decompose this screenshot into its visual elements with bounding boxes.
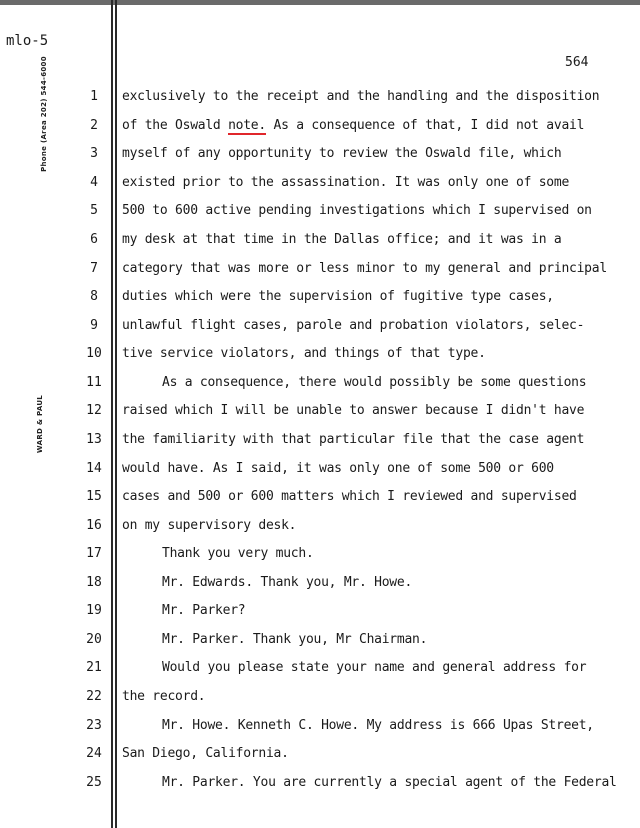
line-number: 9 — [90, 318, 98, 333]
transcript-line: Mr. Parker? — [162, 603, 246, 618]
line-number: 15 — [86, 489, 102, 504]
underlined-word: note. — [228, 118, 266, 133]
line-number: 22 — [86, 689, 102, 704]
line-number: 19 — [86, 603, 102, 618]
line-number: 5 — [90, 203, 98, 218]
line-number: 6 — [90, 232, 98, 247]
line-number: 25 — [86, 775, 102, 790]
transcript-line: Mr. Parker. You are currently a special agent of the Federal — [162, 775, 617, 790]
margin-rule-right — [115, 0, 117, 828]
transcript-line: 500 to 600 active pending investigations which I supervised on — [122, 203, 592, 218]
transcript-line: my desk at that time in the Dallas office; and it was in a — [122, 232, 562, 247]
transcript-line — [122, 118, 584, 133]
line-text-post: As a consequence of that, I did not avail — [265, 118, 585, 133]
line-number: 8 — [90, 289, 98, 304]
transcript-line: unlawful flight cases, parole and probation violators, selec- — [122, 318, 585, 333]
line-number: 3 — [90, 146, 98, 161]
line-number: 17 — [86, 546, 102, 561]
transcript-line: myself of any opportunity to review the Oswald file, which — [122, 146, 562, 161]
line-number: 23 — [86, 718, 102, 733]
line-number: 14 — [86, 461, 102, 476]
line-number: 11 — [86, 375, 102, 390]
transcript-line: the record. — [122, 689, 206, 704]
transcript-line: the familiarity with that particular file that the case agent — [122, 432, 585, 447]
transcript-line: Mr. Howe. Kenneth C. Howe. My address is 666 Upas Street, — [162, 718, 594, 733]
transcript-line: San Diego, California. — [122, 746, 289, 761]
transcript-line: Thank you very much. — [162, 546, 314, 561]
transcript-line: Would you please state your name and general address for — [162, 660, 587, 675]
transcript-line: cases and 500 or 600 matters which I reviewed and supervised — [122, 489, 577, 504]
transcript-line: exclusively to the receipt and the handling and the disposition — [122, 89, 600, 104]
transcript-line: existed prior to the assassination. It was only one of some — [122, 175, 570, 190]
line-number: 16 — [86, 518, 102, 533]
transcript-line: As a consequence, there would possibly be some questions — [162, 375, 587, 390]
top-edge-bar — [0, 0, 640, 5]
line-number: 10 — [86, 346, 102, 361]
line-number: 24 — [86, 746, 102, 761]
page-id: mlo-5 — [6, 33, 49, 49]
margin-rule-left — [111, 0, 113, 828]
line-number: 7 — [90, 261, 98, 276]
line-number: 21 — [86, 660, 102, 675]
line-number: 4 — [90, 175, 98, 190]
transcript-line: category that was more or less minor to my general and principal — [122, 261, 607, 276]
transcript-line: Mr. Parker. Thank you, Mr Chairman. — [162, 632, 428, 647]
line-text-pre: of the Oswald — [122, 118, 229, 133]
line-number: 20 — [86, 632, 102, 647]
transcript-line: Mr. Edwards. Thank you, Mr. Howe. — [162, 575, 413, 590]
page-number: 564 — [565, 55, 589, 70]
line-number: 12 — [86, 403, 102, 418]
phone-margin-text: Phone (Area 202) 544-6000 — [40, 56, 48, 172]
line-number: 1 — [90, 89, 98, 104]
line-number: 18 — [86, 575, 102, 590]
firm-margin-text: WARD & PAUL — [36, 394, 44, 454]
line-number: 2 — [90, 118, 98, 133]
transcript-line: on my supervisory desk. — [122, 518, 297, 533]
line-number: 13 — [86, 432, 102, 447]
transcript-line: duties which were the supervision of fugitive type cases, — [122, 289, 554, 304]
transcript-line: would have. As I said, it was only one of some 500 or 600 — [122, 461, 554, 476]
transcript-line: tive service violators, and things of that type. — [122, 346, 486, 361]
transcript-line: raised which I will be unable to answer because I didn't have — [122, 403, 585, 418]
